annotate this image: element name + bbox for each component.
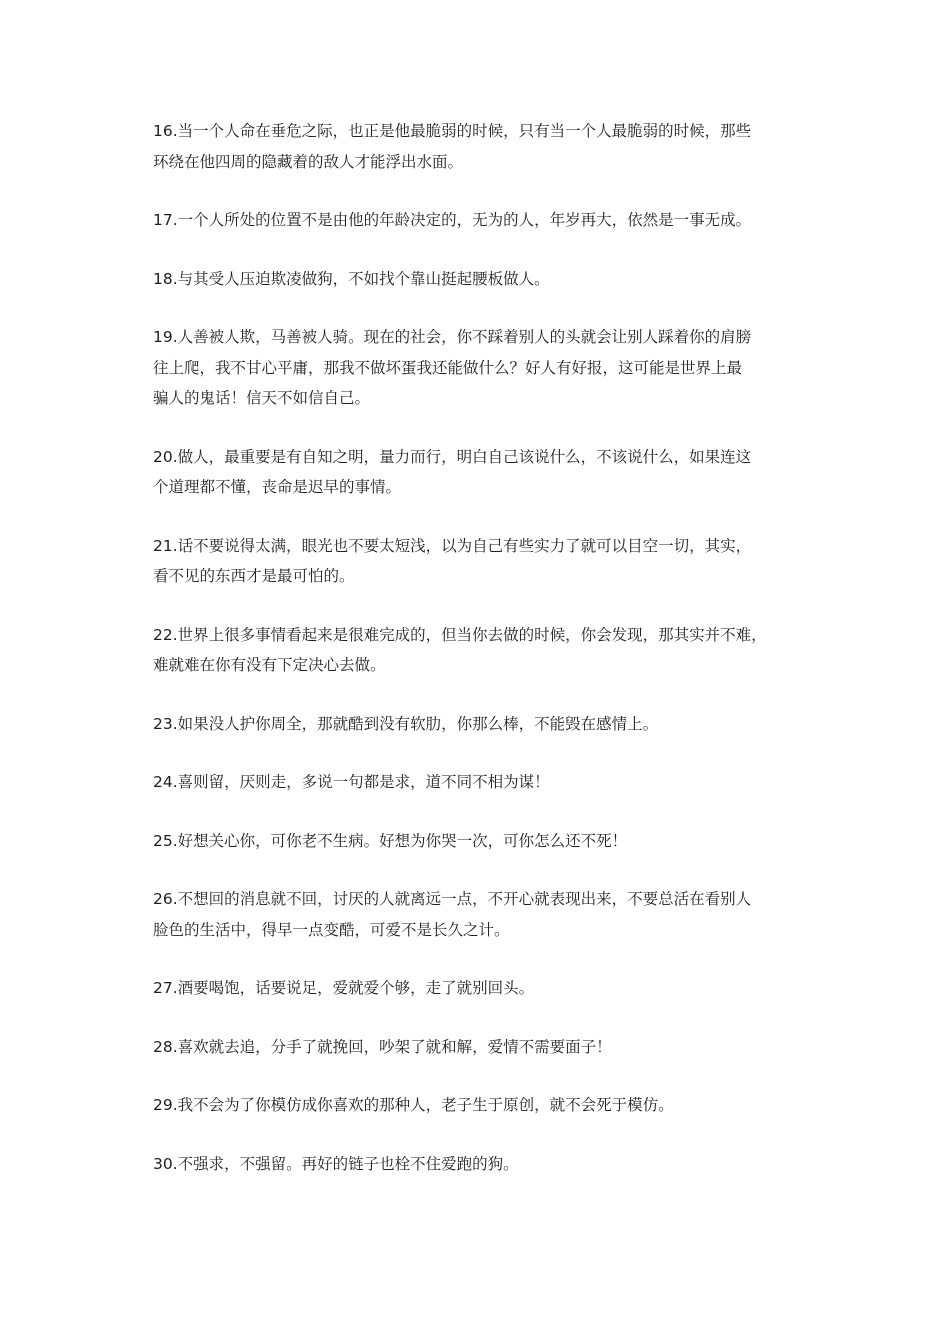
paragraph-line: 29.我不会为了你模仿成你喜欢的那种人，老子生于原创，就不会死于模仿。 bbox=[153, 1096, 674, 1114]
paragraph-line: 19.人善被人欺，马善被人骑。现在的社会，你不踩着别人的头就会让别人踩着你的肩膀 bbox=[153, 328, 752, 346]
paragraph-line: 18.与其受人压迫欺凌做狗，不如找个靠山挺起腰板做人。 bbox=[153, 269, 550, 288]
paragraph-line: 21.话不要说得太满，眼光也不要太短浅，以为自己有些实力了就可以目空一切，其实， bbox=[153, 536, 752, 555]
paragraph-19 bbox=[153, 322, 805, 414]
paragraph-line: 23.如果没人护你周全，那就酷到没有软肋，你那么棒，不能毁在感情上。 bbox=[153, 714, 659, 733]
paragraph-line: 30.不强求，不强留。再好的链子也栓不住爱跑的狗。 bbox=[153, 1154, 519, 1173]
paragraph-22 bbox=[153, 620, 805, 681]
paragraph-line: 28.喜欢就去追，分手了就挽回，吵架了就和解，爱情不需要面子！ bbox=[153, 1037, 612, 1056]
paragraph-line: 24.喜则留，厌则走，多说一句都是求，道不同不相为谋！ bbox=[153, 773, 550, 791]
paragraph-25 bbox=[153, 826, 805, 857]
paragraph-line: 看不见的东西才是最可怕的。 bbox=[153, 567, 355, 585]
paragraph-17 bbox=[153, 205, 805, 236]
paragraph-line: 环绕在他四周的隐藏着的敌人才能浮出水面。 bbox=[153, 152, 464, 171]
paragraph-line: 个道理都不懂，丧命是迟早的事情。 bbox=[153, 478, 402, 496]
paragraph-line: 25.好想关心你，可你老不生病。好想为你哭一次，可你怎么还不死！ bbox=[153, 831, 628, 850]
paragraph-line: 27.酒要喝饱，话要说足，爱就爱个够，走了就别回头。 bbox=[153, 979, 535, 997]
paragraph-26 bbox=[153, 884, 805, 945]
paragraph-27 bbox=[153, 973, 805, 1004]
paragraph-28 bbox=[153, 1032, 805, 1063]
paragraph-21 bbox=[153, 531, 805, 592]
paragraph-line: 脸色的生活中，得早一点变酷，可爱不是长久之计。 bbox=[153, 920, 510, 939]
paragraph-line: 骗人的鬼话！信天不如信自己。 bbox=[153, 389, 371, 407]
paragraph-29 bbox=[153, 1090, 805, 1121]
paragraph-line: 难就难在你有没有下定决心去做。 bbox=[153, 656, 386, 674]
paragraph-30 bbox=[153, 1149, 805, 1180]
paragraph-line: 20.做人，最重要是有自知之明，量力而行，明白自己该说什么，不该说什么，如果连这 bbox=[153, 447, 752, 466]
paragraph-18 bbox=[153, 264, 805, 295]
paragraph-line: 17.一个人所处的位置不是由他的年龄决定的，无为的人，年岁再大，依然是一事无成。 bbox=[153, 211, 752, 229]
paragraph-24 bbox=[153, 767, 805, 798]
paragraph-line: 22.世界上很多事情看起来是很难完成的，但当你去做的时候，你会发现，那其实并不难， bbox=[153, 625, 767, 644]
paragraph-23 bbox=[153, 709, 805, 740]
paragraph-20 bbox=[153, 442, 805, 503]
document-page bbox=[153, 116, 805, 1207]
paragraph-16 bbox=[153, 116, 805, 177]
paragraph-line: 往上爬，我不甘心平庸，那我不做坏蛋我还能做什么？好人有好报，这可能是世界上最 bbox=[153, 358, 743, 377]
paragraph-line: 16.当一个人命在垂危之际，也正是他最脆弱的时候，只有当一个人最脆弱的时候，那些 bbox=[153, 122, 752, 140]
paragraph-line: 26.不想回的消息就不回，讨厌的人就离远一点，不开心就表现出来，不要总活在看别人 bbox=[153, 890, 752, 908]
